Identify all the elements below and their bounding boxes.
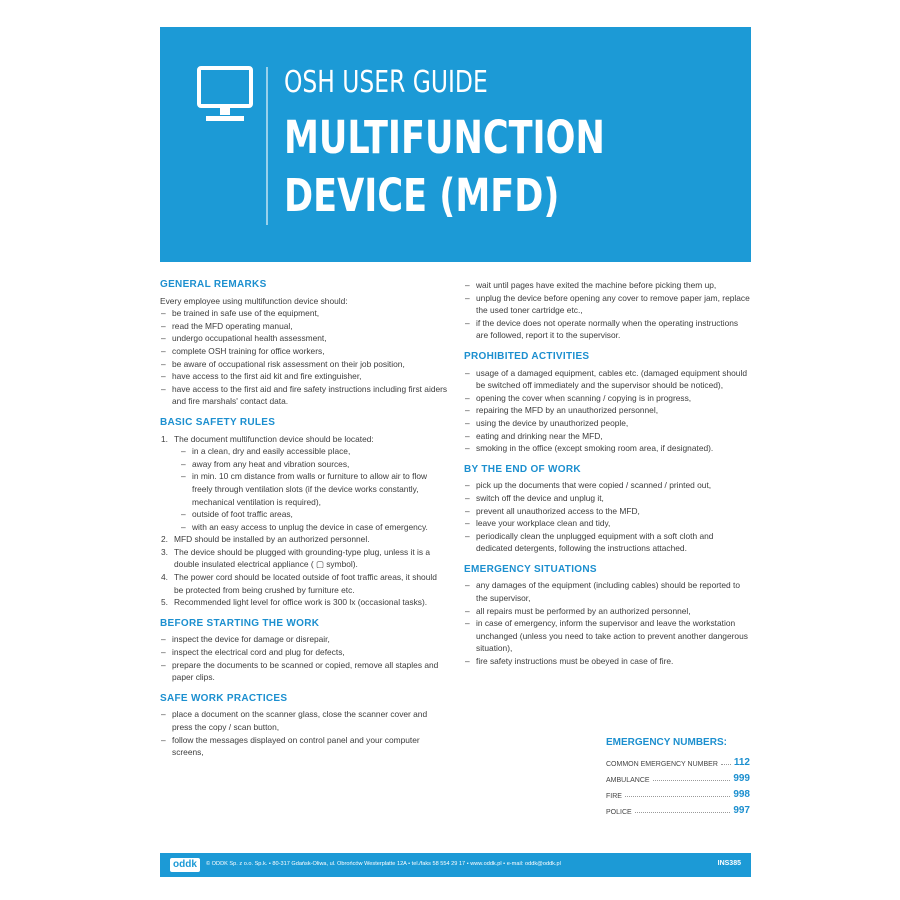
list-item: – have access to the first aid kit and fire extinguisher, <box>160 370 448 383</box>
prohibited-section <box>464 351 752 455</box>
sub-item: – in min. 10 cm distance from walls or furniture to allow air to flow freely through ventilation slots (if the device works constantly, mechanical ventilation is required), <box>180 470 448 508</box>
emergency-label: COMMON EMERGENCY NUMBER <box>606 761 718 768</box>
numbered-item <box>160 571 448 596</box>
list-item: – be aware of occupational risk assessment on their job position, <box>160 358 448 371</box>
item-text: The device should be plugged with grounding-type plug, unless it is a double insulated electrical appliance ( ▢ symbol). <box>174 546 431 570</box>
emergency-number-row <box>606 768 750 784</box>
emergency-number: 999 <box>733 773 750 784</box>
section-heading: BY THE END OF WORK <box>464 463 581 475</box>
header-banner <box>160 27 751 262</box>
title-line-1: MULTIFUNCTION <box>284 111 605 164</box>
emergency-number: 112 <box>733 757 750 768</box>
list-item: – wait until pages have exited the machine before picking them up, <box>464 279 752 292</box>
list-item: – complete OSH training for office workers, <box>160 345 448 358</box>
list-item: – undergo occupational health assessment, <box>160 332 448 345</box>
general-remarks-list <box>160 307 448 408</box>
list-item: – inspect the device for damage or disrepair, <box>160 633 448 646</box>
numbered-item <box>160 546 448 571</box>
item-text: The document multifunction device should be located: <box>174 433 374 444</box>
emergency-label: AMBULANCE <box>606 777 650 784</box>
emergency-number-row <box>606 800 750 816</box>
sub-item: – in a clean, dry and easily accessible place, <box>180 445 448 458</box>
footer-address: © ODDK Sp. z o.o. Sp.k. • 80-317 Gdańsk-Oliwa, ul. Obrońców Westerplatte 12A • tel./faks 58 554 29 17 • www.oddk.pl • e-mail: oddk@oddk.pl <box>206 861 561 867</box>
dotted-leader <box>625 796 730 797</box>
item-text: Recommended light level for office work is 300 lx (occasional tasks). <box>174 597 428 608</box>
numbered-item <box>160 596 448 609</box>
emergency-number: 998 <box>733 789 750 800</box>
section-heading: SAFE WORK PRACTICES <box>160 692 288 704</box>
section-heading: EMERGENCY SITUATIONS <box>464 563 597 575</box>
list-item: – repairing the MFD by an unauthorized personnel, <box>464 404 752 417</box>
right-column <box>464 279 752 677</box>
emergency-numbers-heading: EMERGENCY NUMBERS: <box>606 737 727 748</box>
basic-safety-rules-list <box>160 433 448 609</box>
dotted-leader <box>635 812 731 813</box>
list-item: – smoking in the office (except smoking room area, if designated). <box>464 442 752 455</box>
list-item: – prevent all unauthorized access to the MFD, <box>464 505 752 518</box>
sub-list <box>180 445 448 533</box>
emergency-number: 997 <box>733 805 750 816</box>
basic-safety-rules-section <box>160 417 448 609</box>
section-heading: BEFORE STARTING THE WORK <box>160 617 320 629</box>
list-item: – read the MFD operating manual, <box>160 320 448 333</box>
document-code: INS385 <box>717 860 741 867</box>
emergency-label: FIRE <box>606 793 622 800</box>
before-starting-list <box>160 633 448 683</box>
item-number: 4. <box>161 572 168 583</box>
section-heading: GENERAL REMARKS <box>160 279 267 290</box>
end-of-work-list <box>464 479 752 555</box>
numbered-item <box>160 533 448 546</box>
item-number: 5. <box>161 597 168 608</box>
section-heading: BASIC SAFETY RULES <box>160 416 276 428</box>
list-item: – any damages of the equipment (including cables) should be reported to the supervisor, <box>464 579 752 604</box>
dotted-leader <box>653 780 731 781</box>
list-item: – using the device by unauthorized people, <box>464 417 752 430</box>
list-item: – place a document on the scanner glass, close the scanner cover and press the copy / scan button, <box>160 708 448 733</box>
list-item: – all repairs must be performed by an authorized personnel, <box>464 605 752 618</box>
sub-item: – outside of foot traffic areas, <box>180 508 448 521</box>
list-item: – follow the messages displayed on control panel and your computer screens, <box>160 734 448 759</box>
list-item: – have access to the first aid and fire safety instructions including first aiders and fire marshals' contact data. <box>160 383 448 408</box>
list-item: – be trained in safe use of the equipment, <box>160 307 448 320</box>
page-title <box>284 109 605 225</box>
list-item: – opening the cover when scanning / copying is in progress, <box>464 392 752 405</box>
emergency-situations-section <box>464 564 752 668</box>
end-of-work-section <box>464 464 752 555</box>
osh-guide-sheet <box>160 27 751 877</box>
sub-item: – away from any heat and vibration sources, <box>180 458 448 471</box>
general-remarks-section <box>160 279 448 408</box>
dotted-leader <box>721 764 731 765</box>
intro-text: Every employee using multifunction device should: <box>160 295 348 306</box>
header-divider <box>266 67 268 225</box>
prohibited-list <box>464 367 752 455</box>
oddk-logo: oddk <box>170 858 200 872</box>
safe-work-list <box>160 708 448 758</box>
list-item: – usage of a damaged equipment, cables etc. (damaged equipment should be switched off immediately and the supervisor should be noticed), <box>464 367 752 392</box>
list-item: – pick up the documents that were copied / scanned / printed out, <box>464 479 752 492</box>
sub-item: – with an easy access to unplug the device in case of emergency. <box>180 521 448 534</box>
list-item: – fire safety instructions must be obeyed in case of fire. <box>464 655 752 668</box>
emergency-numbers-box <box>606 737 750 816</box>
left-column <box>160 279 448 768</box>
list-item: – switch off the device and unplug it, <box>464 492 752 505</box>
list-item: – prepare the documents to be scanned or copied, remove all staples and paper clips. <box>160 659 448 684</box>
section-heading: PROHIBITED ACTIVITIES <box>464 350 590 362</box>
header-subtitle: OSH USER GUIDE <box>284 65 488 100</box>
list-item: – periodically clean the unplugged equipment with a soft cloth and dedicated detergents, following the instructions attached. <box>464 530 752 555</box>
safe-work-continued <box>464 279 752 342</box>
safe-work-continued-list <box>464 279 752 342</box>
item-text: MFD should be installed by an authorized personnel. <box>174 534 370 545</box>
item-number: 2. <box>161 534 168 545</box>
safe-work-section <box>160 693 448 759</box>
list-item: – in case of emergency, inform the supervisor and leave the workstation unchanged (unless you need to take action to prevent another dangerous situation), <box>464 617 752 655</box>
before-starting-section <box>160 618 448 684</box>
monitor-icon <box>196 65 254 125</box>
title-line-2: DEVICE (MFD) <box>284 169 560 222</box>
item-text: The power cord should be located outside of foot traffic areas, it should be protected from being crushed by furniture etc. <box>174 572 437 595</box>
emergency-numbers-rows <box>606 752 750 816</box>
emergency-situations-list <box>464 579 752 667</box>
footer-bar <box>160 853 751 877</box>
numbered-item <box>160 433 448 534</box>
list-item: – inspect the electrical cord and plug for defects, <box>160 646 448 659</box>
list-item: – leave your workplace clean and tidy, <box>464 517 752 530</box>
list-item: – eating and drinking near the MFD, <box>464 430 752 443</box>
item-number: 3. <box>161 546 168 557</box>
list-item: – if the device does not operate normally when the operating instructions are followed, report it to the supervisor. <box>464 317 752 342</box>
item-number: 1. <box>161 433 168 444</box>
emergency-number-row <box>606 752 750 768</box>
emergency-number-row <box>606 784 750 800</box>
emergency-label: POLICE <box>606 809 632 816</box>
list-item: – unplug the device before opening any cover to remove paper jam, replace the used toner cartridge etc., <box>464 292 752 317</box>
